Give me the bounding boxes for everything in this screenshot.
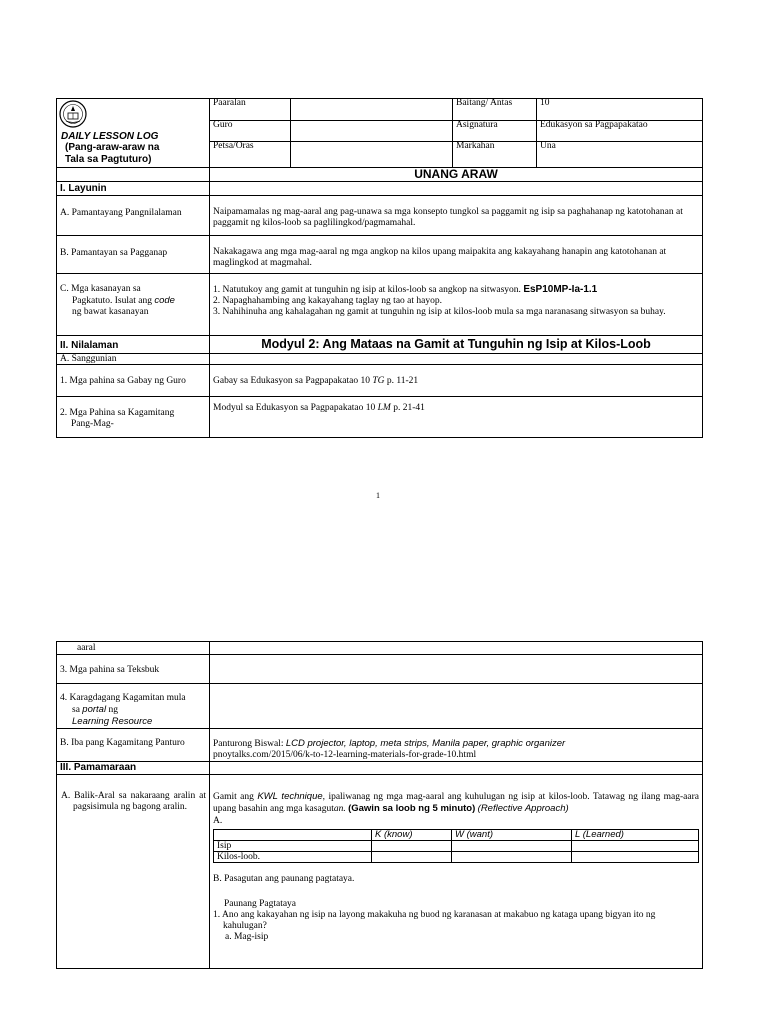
blank-cell (57, 168, 210, 182)
day-title: UNANG ARAW (210, 168, 703, 182)
kwl-cell[interactable] (372, 841, 452, 852)
asignatura-label: Asignatura (453, 120, 537, 142)
kwl-cell[interactable] (572, 852, 699, 863)
modyul-title: Modyul 2: Ang Mataas na Gamit at Tunguhin ng Isip at Kilos-Loob (210, 336, 703, 354)
list-item: 2. Napaghahambing ang kakayahang taglay ng tao at hayop. (213, 296, 442, 306)
aaral-blank (210, 642, 703, 655)
markahan-value[interactable]: Una (537, 142, 703, 168)
page-number: 1 (376, 491, 380, 500)
balik-aral-label: A. Balik-Aral sa nakaraang aralin at pagsisimula ng bagong aralin. (57, 775, 210, 969)
pamamaraan-blank (210, 762, 703, 775)
kwl-header-blank (214, 830, 372, 841)
kwl-header-learned: L (Learned) (572, 830, 699, 841)
baitang-value[interactable]: 10 (537, 99, 703, 121)
baitang-label: Baitang/ Antas (453, 99, 537, 121)
kwl-header-want: W (want) (452, 830, 572, 841)
guro-field[interactable] (291, 120, 453, 142)
kasanayan-label-line1: C. Mga kasanayan sa (60, 284, 141, 294)
kasanayan-list (213, 284, 699, 318)
iba-pang-kagamitan-text: Panturong Biswal: LCD projector, laptop, meta strips, Manila paper, graphic organizer pnoytalks.com/2015/06/k-to-12-learning-materials-for-grade-10.html (210, 729, 703, 762)
mga-kasanayan-label (57, 274, 210, 336)
pamantayang-pangnilalaman-label: A. Pamantayang Pangnilalaman (57, 196, 210, 236)
guro-label: Guro (210, 120, 291, 142)
kasanayan-label-code: code (154, 295, 175, 306)
gabay-ng-guro-text: Gabay sa Edukasyon sa Pagpapakatao 10 TG p. 11-21 (210, 365, 703, 397)
kasanayan-label-line2: Pagkatuto. Isulat ang (72, 296, 152, 306)
question-1: 1. Ano ang kakayahan ng isip na layong makakuha ng buod ng karanasan at makabuo ng kataga upang bigyan ito ng kahulugan? (213, 910, 656, 931)
markahan-label: Markahan (453, 142, 537, 168)
list-item: 3. Nahihinuha ang kahalagahan ng gamit at tunguhin ng isip at kilos-loob mula sa mga naranasang sitwasyon sa buhay. (213, 307, 666, 317)
pamantayan-sa-pagganap-label: B. Pamantayan sa Pagganap (57, 236, 210, 274)
kwl-cell[interactable] (372, 852, 452, 863)
pamantayang-pangnilalaman-text: Naipamamalas ng mag-aaral ang pag-unawa sa mga konsepto tungkol sa paggamit ng isip sa paghahanap ng katotohanan at paggamit ng kilos-loob sa paglilingkod/pagmamahal. (210, 196, 703, 236)
kwl-header-know: K (know) (372, 830, 452, 841)
resource-url[interactable]: pnoytalks.com/2015/06/k-to-12-learning-materials-for-grade-10.html (213, 750, 477, 760)
table-row (214, 841, 699, 852)
teksbuk-blank (210, 655, 703, 684)
header-logo-cell (57, 99, 210, 168)
teksbuk-label: 3. Mga pahina sa Teksbuk (57, 655, 210, 684)
karagdagang-kagamitan-label: 4. Karagdagang Kagamitan mula sa portal ng Learning Resource (57, 684, 210, 729)
gabay-ng-guro-label: 1. Mga pahina sa Gabay ng Guro (57, 365, 210, 397)
karagdagang-kagamitan-blank (210, 684, 703, 729)
petsa-field[interactable] (291, 142, 453, 168)
kwl-cell[interactable] (572, 841, 699, 852)
kwl-row-label: Isip (214, 841, 372, 852)
pamantayan-sa-pagganap-text: Nakakagawa ang mga mag-aaral ng mga angkop na kilos upang maipakita ang kakayahang hanapin ang katotohanan at maglingkod at magmahal. (210, 236, 703, 274)
table-row (214, 852, 699, 863)
asignatura-value[interactable]: Edukasyon sa Pagpapakatao (537, 120, 703, 142)
aaral-continuation: aaral (57, 642, 210, 655)
kwl-row-label: Kilos-loob. (214, 852, 372, 863)
paaralan-label: Paaralan (210, 99, 291, 121)
sanggunian-blank (210, 354, 703, 365)
deped-seal-logo (59, 100, 87, 131)
kwl-cell[interactable] (452, 841, 572, 852)
list-item: 1. Natutukoy ang gamit at tunguhin ng isip at kilos-loob sa angkop na sitwasyon. EsP10MP-Ia-1.1 (213, 284, 598, 295)
lesson-log-table-page1 (56, 98, 703, 438)
paaralan-field[interactable] (291, 99, 453, 121)
sanggunian-label: A. Sanggunian (57, 354, 210, 365)
balik-aral-instructions: Gamit ang KWL technique, ipaliwanag ng mga mag-aaral ang kuhulugan ng isip at kilos-loob. Tatawag ng ilang mag-aara upang basahin ang mga kasagutan. (Gawin sa loob ng 5 minuto) (Reflective Approach) (213, 791, 699, 814)
balik-aral-content (210, 775, 703, 969)
kagamitang-pang-mag-aaral-label: 2. Mga Pahina sa Kagamitang Pang-Mag- (57, 397, 210, 438)
paunang-pagtataya-heading: Paunang Pagtataya (224, 899, 297, 909)
kasanayan-label-line3: ng bawat kasanayan (72, 307, 149, 317)
layunin-heading: I. Layunin (57, 182, 210, 196)
sub-b-label: B. Pasagutan ang paunang pagtataya. (213, 874, 355, 884)
petsa-label: Petsa/Oras (210, 142, 291, 168)
iba-pang-kagamitan-label: B. Iba pang Kagamitang Panturo (57, 729, 210, 762)
pamamaraan-heading: III. Pamamaraan (57, 762, 210, 775)
form-subtitle: (Pang-araw-araw na Tala sa Pagtuturo) (65, 142, 160, 165)
nilalaman-heading: II. Nilalaman (57, 336, 210, 354)
layunin-blank (210, 182, 703, 196)
form-title: DAILY LESSON LOG (61, 131, 159, 142)
sub-a-label: A. (213, 816, 223, 826)
lesson-log-table-page2 (56, 641, 703, 969)
kwl-table (213, 829, 699, 863)
competency-code: EsP10MP-Ia-1.1 (523, 284, 598, 295)
kwl-cell[interactable] (452, 852, 572, 863)
mga-kasanayan-text (210, 274, 703, 336)
choice-a: a. Mag-isip (225, 932, 269, 942)
kagamitang-pang-mag-aaral-text: Modyul sa Edukasyon sa Pagpapakatao 10 LM p. 21-41 (210, 397, 703, 438)
